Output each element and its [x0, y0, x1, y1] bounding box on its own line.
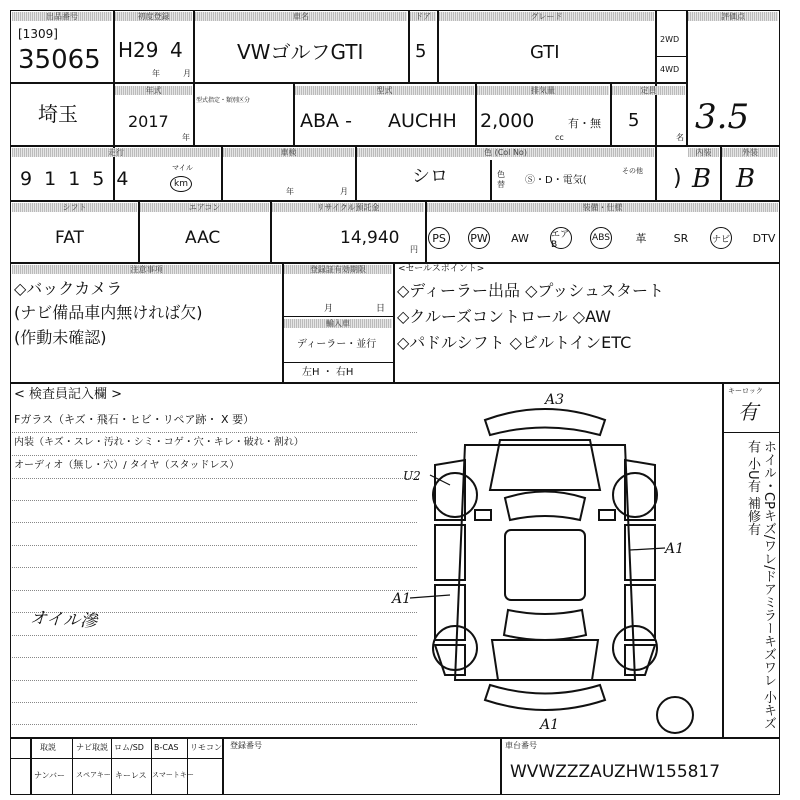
row4-bottom — [10, 262, 780, 264]
divider — [722, 382, 724, 737]
fuel-other: その他 — [622, 167, 643, 175]
steering: 左H ・ 右H — [302, 367, 354, 378]
divider — [490, 160, 492, 200]
equipment-airbag: エアB — [550, 227, 572, 249]
divider — [282, 316, 393, 317]
note-line-1: ◇バックカメラ — [14, 279, 123, 298]
sales-line-3: ◇パドルシフト ◇ビルトインETC — [397, 333, 632, 352]
header-mileage: 走行 — [12, 148, 220, 157]
divider — [10, 758, 222, 759]
displacement-value: 2,000 — [480, 110, 535, 132]
left-rear-fender — [435, 645, 465, 675]
note-line-2: (ナビ備品車内無ければ欠) — [14, 303, 203, 322]
divider — [111, 737, 112, 795]
row2-bottom — [10, 145, 780, 147]
divider — [72, 737, 73, 795]
header-shaken: 車検 — [223, 148, 354, 157]
drive-4wd: 4WD — [660, 65, 680, 74]
shaken-month-unit: 月 — [340, 187, 348, 196]
header-first-reg: 初度登録 — [115, 12, 192, 21]
header-recycle: リサイクル預託金 — [272, 203, 424, 212]
bottom-item-keyless: キーレス — [115, 771, 147, 780]
lot-number: 35065 — [18, 45, 101, 75]
keylock-label: キーロック — [728, 387, 763, 395]
vertical-note: ホイル・CPキズ/ワレ/ドアミラーキズワレ 小キズ有 小U有 補修有 — [745, 440, 776, 730]
mark-right: A1 — [665, 541, 685, 557]
recycle-unit: 円 — [410, 245, 418, 254]
divider — [222, 737, 224, 795]
equipment-list — [428, 227, 778, 249]
pointer-u2 — [430, 475, 450, 485]
capacity-unit: 名 — [676, 133, 684, 142]
header-shift: シフト — [12, 203, 137, 212]
divider — [282, 362, 393, 363]
wheel-front-right — [613, 473, 657, 517]
mileage-digit: 1 — [68, 168, 81, 190]
color-value: シロ — [412, 166, 448, 187]
trunk — [492, 640, 598, 680]
mileage-digit: 9 — [20, 168, 33, 190]
divider — [655, 28, 657, 29]
divider — [193, 82, 195, 145]
model-note: 型式指定・類別区分 — [196, 97, 251, 104]
fuel-label: Ⓢ・D・電気( — [525, 175, 587, 186]
rear-glass — [504, 610, 586, 640]
header-lot: 出品番号 — [12, 12, 112, 21]
header-sales-point: <セールスポイント> — [398, 264, 485, 274]
model-code-b: AUCHH — [388, 110, 457, 132]
equipment-pw: PW — [468, 227, 490, 249]
body-outline — [455, 445, 635, 680]
note-line-3: (作動未確認) — [14, 328, 107, 347]
reg-month: 月 — [324, 304, 334, 314]
header-exterior: 外装 — [722, 148, 778, 157]
chassis-number: WVWZZZAUZHW155817 — [510, 762, 721, 782]
windshield — [505, 492, 585, 521]
pointer-left — [410, 595, 450, 598]
header-displacement: 排気量 — [477, 86, 609, 95]
equipment-dtv: DTV — [752, 231, 776, 245]
equipment-aw: AW — [511, 231, 529, 245]
drive-2wd: 2WD — [660, 35, 680, 44]
mileage-unit-km — [170, 176, 192, 192]
equipment-abs: ABS — [590, 227, 612, 249]
header-car-name: 車名 — [195, 12, 407, 21]
model-year: 2017 — [128, 112, 169, 131]
row1-bottom — [10, 82, 687, 84]
bottom-item-sparekey: スペアキー — [76, 771, 111, 779]
sales-line-1: ◇ディーラー出品 ◇プッシュスタート — [397, 281, 664, 300]
bottom-item-bcas: B-CAS — [154, 743, 179, 752]
header-interior: 内装 — [688, 148, 719, 157]
color-type-label: 色替 — [497, 170, 505, 189]
divider — [657, 56, 686, 57]
import-route: ディーラー・並行 — [297, 339, 377, 350]
reg-day: 日 — [376, 304, 386, 314]
rear-bumper — [485, 685, 605, 710]
divider — [655, 10, 657, 200]
header-registration: 登録証有効期限 — [284, 265, 392, 274]
bottom-item-navi-manual: ナビ取説 — [76, 743, 108, 752]
inspector-line-2: 内装（キズ・スレ・汚れ・シミ・コゲ・穴・キレ・破れ・割れ） — [14, 437, 304, 448]
bottom-item-remote: リモコン — [190, 743, 222, 752]
chassis-no-label: 車台番号 — [505, 741, 537, 750]
spare-wheel — [657, 697, 693, 733]
mark-left-top: U2 — [403, 469, 421, 483]
lot-prefix: [1309] — [18, 27, 58, 41]
displacement-unit: cc — [555, 133, 564, 142]
row5-bottom — [10, 382, 780, 384]
exterior-score: B — [736, 164, 756, 194]
handwritten-oil: オイル滲 — [29, 608, 98, 632]
car-diagram — [380, 390, 710, 735]
row3-bottom — [10, 200, 780, 202]
score-value: 3.5 — [695, 97, 750, 137]
first-reg-year-unit: 年 — [152, 69, 160, 78]
equipment-sr: SR — [673, 231, 689, 245]
header-doors: ドア — [410, 12, 436, 21]
shaken-year-unit: 年 — [286, 187, 294, 196]
mark-left: A1 — [392, 591, 412, 607]
divider — [500, 737, 502, 795]
equipment-ps: PS — [428, 227, 450, 249]
header-notes: 注意事項 — [12, 265, 281, 274]
reg-no-label: 登録番号 — [230, 741, 262, 750]
front-bumper — [485, 409, 605, 435]
turbo-label: 有・無 — [568, 117, 601, 130]
right-mirror — [599, 510, 615, 520]
capacity-value: 5 — [628, 110, 640, 131]
divider — [686, 10, 688, 145]
inspector-line-3: オーディオ（無し・穴）/ タイヤ（スタッドレス） — [14, 460, 240, 471]
hood — [490, 440, 600, 490]
sales-line-2: ◇クルーズコントロール ◇AW — [397, 307, 611, 326]
divider — [393, 262, 395, 382]
grade-value: GTI — [530, 42, 560, 63]
keylock-mark: 有 — [738, 400, 758, 424]
right-rear-fender — [625, 645, 655, 675]
header-import: 輸入車 — [284, 319, 392, 328]
mark-bottom: A1 — [540, 717, 560, 733]
equipment-navi: ナビ — [710, 227, 732, 249]
roof — [505, 530, 585, 600]
first-reg-era: H29 — [118, 38, 159, 62]
recycle-fee: 14,940 — [340, 228, 400, 248]
header-grade: グレード — [439, 12, 654, 21]
doors-value: 5 — [415, 41, 427, 62]
mileage-digit: 4 — [116, 168, 129, 190]
first-reg-month-unit: 月 — [183, 69, 191, 78]
divider — [151, 737, 152, 795]
bottom-top-line — [10, 737, 780, 739]
divider — [187, 737, 188, 795]
bottom-item-rom: ロム/SD — [114, 743, 144, 752]
car-name: VWゴルフGTI — [237, 40, 364, 64]
mark-top: A3 — [545, 392, 565, 408]
header-capacity: 定員 — [612, 86, 685, 95]
mileage-unit-mile: マイル — [172, 164, 193, 172]
left-mirror — [475, 510, 491, 520]
first-reg-month: 4 — [170, 38, 183, 62]
header-score: 評価点 — [688, 12, 778, 21]
header-model: 型式 — [295, 86, 474, 95]
header-equipment: 装備・仕様 — [427, 203, 778, 212]
interior-score: B — [692, 164, 712, 194]
region-value: 埼玉 — [38, 102, 78, 126]
header-aircon: エアコン — [140, 203, 269, 212]
model-year-unit: 年 — [182, 133, 190, 142]
mileage-unit-text: km — [174, 179, 188, 189]
header-year: 年式 — [115, 86, 192, 95]
mileage-digit: 5 — [92, 168, 105, 190]
shift-value: FAT — [55, 228, 84, 248]
bottom-item-smartkey: スマートキー — [152, 771, 194, 779]
inspector-header: < 検査員記入欄 > — [14, 387, 123, 402]
fuel-close-paren: ) — [673, 166, 682, 191]
header-color: 色 (Col No) — [357, 148, 654, 157]
model-code-a: ABA - — [300, 110, 352, 132]
mileage-digits — [20, 168, 128, 190]
inspector-line-1: Fガラス（キズ・飛石・ヒビ・リペア跡・ X 要） — [14, 413, 255, 426]
pointer-right — [630, 548, 665, 550]
divider — [30, 737, 32, 795]
equipment-leather: 革 — [635, 232, 647, 245]
mileage-digit: 1 — [44, 168, 57, 190]
aircon-value: AAC — [185, 228, 221, 248]
bottom-item-manual: 取説 — [40, 743, 56, 752]
bottom-item-number: ナンバー — [34, 771, 66, 780]
